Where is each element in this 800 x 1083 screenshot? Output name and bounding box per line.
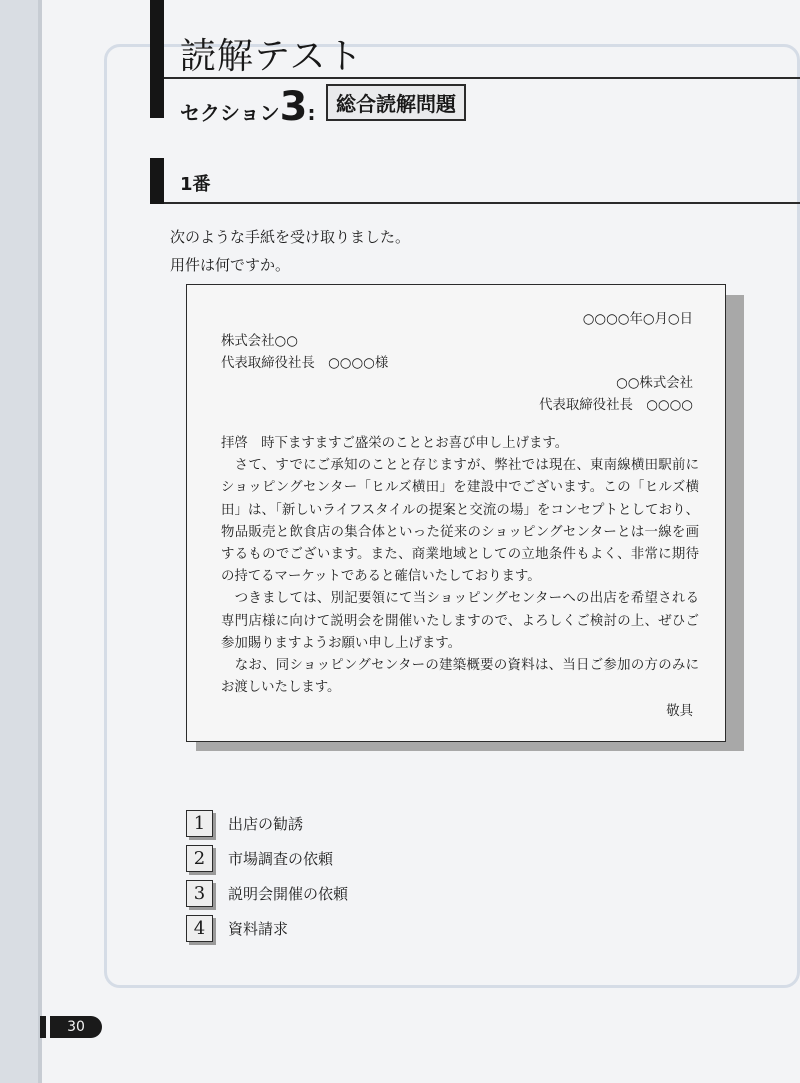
letter: [186, 284, 726, 742]
letter-sender-company: ○○株式会社: [616, 376, 693, 391]
letter-sender-person: 代表取締役社長 ○○○○: [539, 398, 693, 413]
letter-recipient-company: 株式会社○○: [221, 334, 298, 349]
title-accent-bar: [150, 0, 164, 118]
section-number: 3: [279, 84, 308, 130]
letter-closing: 敬具: [666, 704, 693, 719]
section-prefix: セクション: [180, 101, 280, 125]
title-rule: [164, 77, 800, 79]
section-name: 総合読解問題: [326, 84, 466, 121]
question-accent-bar: [150, 158, 164, 204]
option-number-box: 2: [186, 845, 213, 872]
section-label: [180, 84, 315, 130]
option-text: 説明会開催の依頼: [228, 885, 349, 903]
option-number-box: 4: [186, 915, 213, 942]
page-edge: [38, 0, 42, 1083]
letter-date: ○○○○年○月○日: [582, 312, 693, 327]
option-number-box: 1: [186, 810, 213, 837]
question-rule: [164, 202, 800, 204]
option-number-box: 3: [186, 880, 213, 907]
option-text: 市場調査の依頼: [228, 850, 334, 868]
section-colon: :: [307, 101, 316, 125]
instruction-line-2: 用件は何ですか。: [170, 256, 291, 274]
instruction-line-1: 次のような手紙を受け取りました。: [170, 228, 411, 246]
letter-recipient-person: 代表取締役社長 ○○○○様: [221, 356, 389, 371]
option-text: 出店の勧誘: [228, 815, 304, 833]
page-number-tick: [40, 1016, 46, 1038]
question-number: 1番: [180, 174, 211, 195]
letter-body: 拝啓 時下ますますご盛栄のこととお喜び申し上げます。 さて、すでにご承知のことと存じますが、弊社では現在、東南線横田駅前にショッピングセンター「ヒルズ横田」を建設中でございます。この「ヒルズ横田」は、「新しいライフスタイルの提案と交流の場」をコンセプトとしており、物品販売と飲食店の集合体といった従来のショッピングセンターとは一線を画するものでございます。また、商業地域としての立地条件もよく、非常に期待の持てるマーケットであると確信いたしております。 つきましては、別記要領にて当ショッピングセンターへの出店を希望される専門店様に向けて説明会を開催いたしますので、よろしくご検討の上、ぜひご参加賜りますようお願い申し上げます。 なお、同ショッピングセンターの建築概要の資料は、当日ご参加の方のみにお渡しいたします。: [221, 436, 699, 696]
option-text: 資料請求: [228, 920, 289, 938]
page-number: 30: [50, 1016, 102, 1038]
page-title: 読解テスト: [180, 36, 364, 77]
